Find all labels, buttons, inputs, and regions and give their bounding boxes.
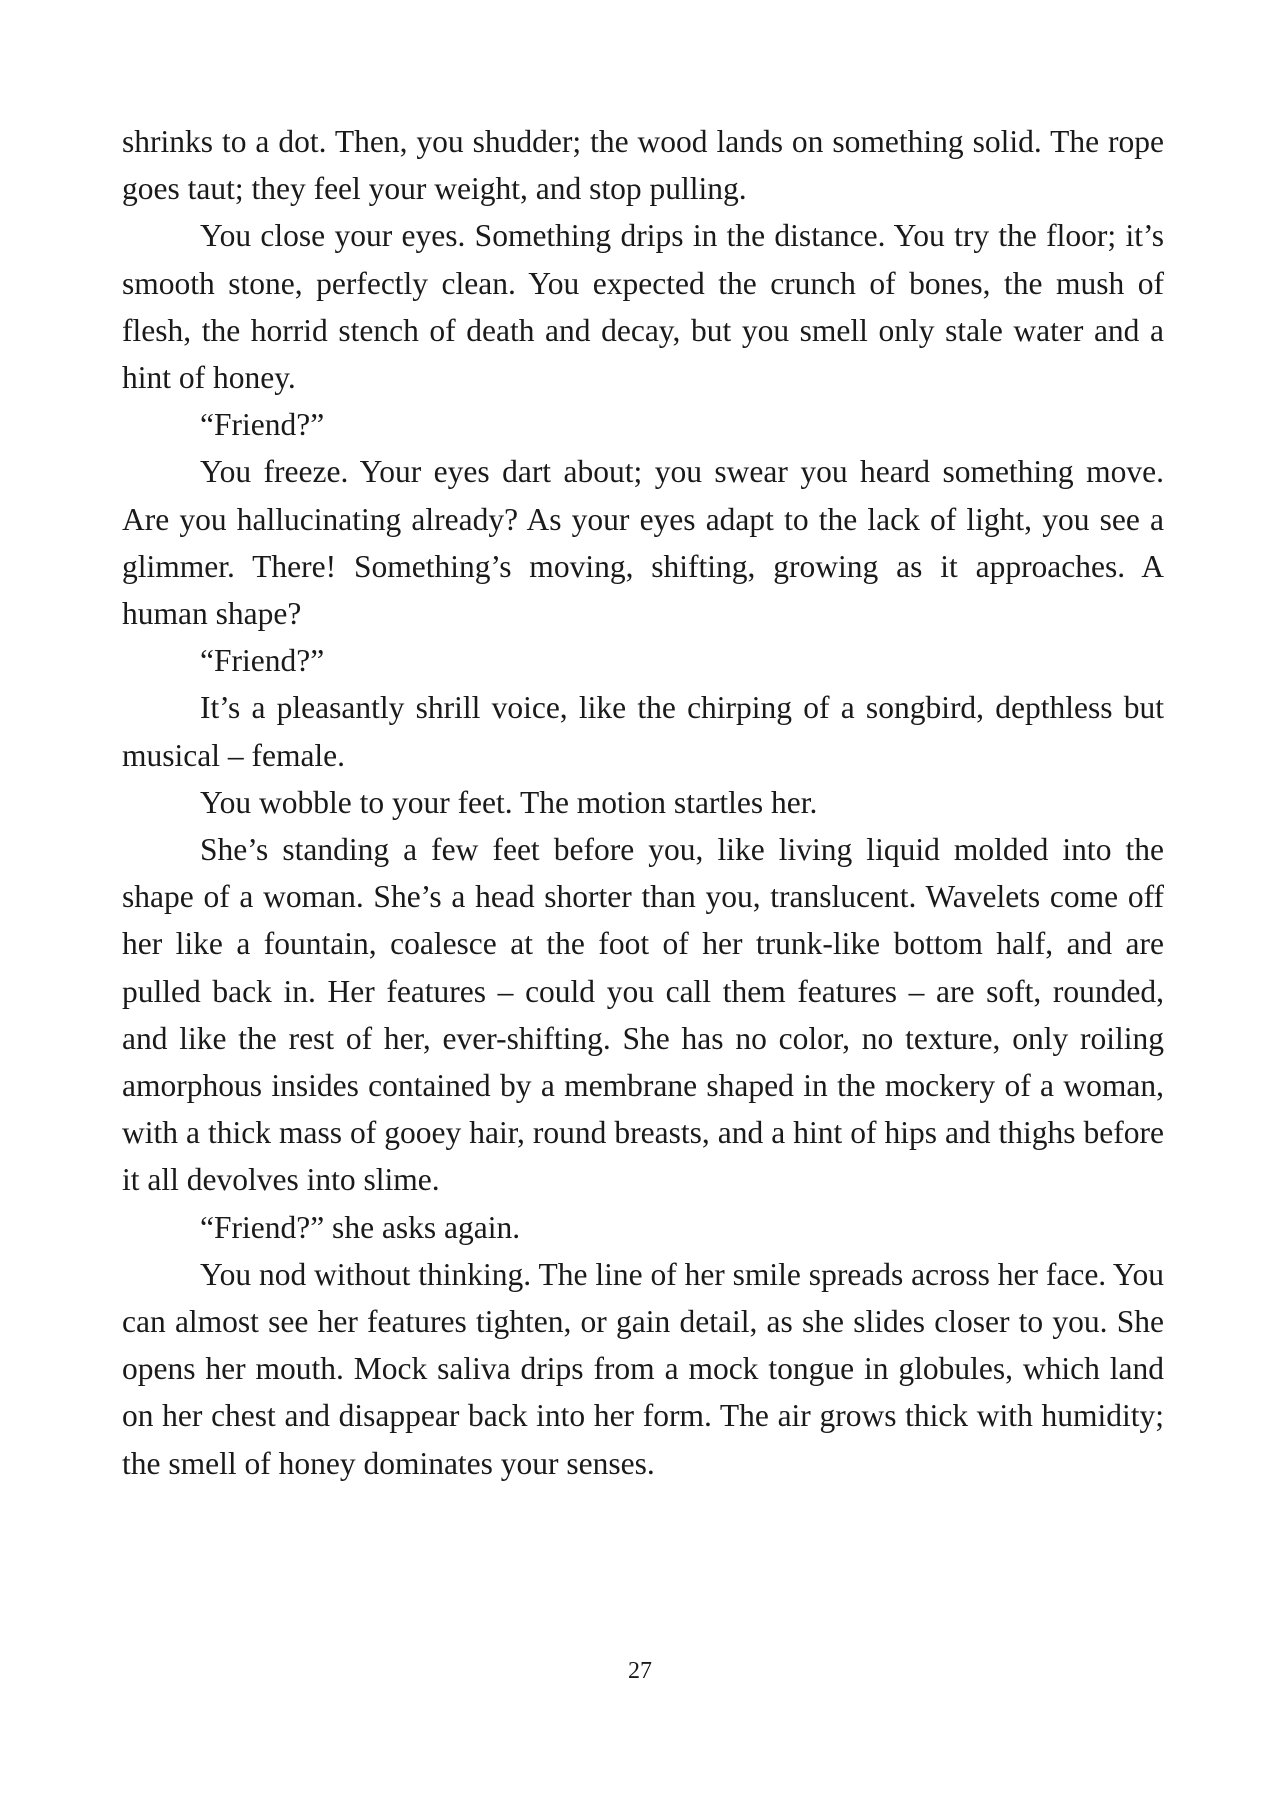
- paragraph-4: You freeze. Your eyes dart about; you swear you heard something move. Are you hallucinating already? As your eyes adapt to the lack of light, you see a glimmer. There! Something’s moving, shifting, growing as it approaches. A human shape?: [122, 454, 1164, 632]
- paragraph-9: “Friend?” she asks again.: [200, 1209, 521, 1245]
- paragraph-10: You nod without thinking. The line of her smile spreads across her face. You can almost see her features tighten, or gain detail, as she slides closer to you. She opens her mouth. Mock saliva drips from a mock tongue in globules, which land on her chest and disappear back into her form. The air grows thick with humidity; the smell of honey dominates your senses.: [122, 1256, 1164, 1481]
- page-number: 27: [628, 1658, 652, 1684]
- paragraph-6: It’s a pleasantly shrill voice, like the chirping of a songbird, depthless but musical – female.: [122, 690, 1164, 773]
- page-body: [122, 118, 1164, 1487]
- paragraph-5: “Friend?”: [200, 643, 325, 679]
- paragraph-2: You close your eyes. Something drips in the distance. You try the floor; it’s smooth stone, perfectly clean. You expected the crunch of bones, the mush of flesh, the horrid stench of death and decay, but you smell only stale water and a hint of honey.: [122, 218, 1164, 396]
- paragraph-3: “Friend?”: [200, 407, 325, 443]
- paragraph-1: shrinks to a dot. Then, you shudder; the wood lands on something solid. The rope goes taut; they feel your weight, and stop pulling.: [122, 124, 1164, 207]
- paragraph-8: She’s standing a few feet before you, like living liquid molded into the shape of a woman. She’s a head shorter than you, translucent. Wavelets come off her like a fountain, coalesce at the foot of her trunk-like bottom half, and are pulled back in. Her features – could you call them features – are soft, rounded, and like the rest of her, ever-shifting. She has no color, no texture, only roiling amorphous insides contained by a membrane shaped in the mockery of a woman, with a thick mass of gooey hair, round breasts, and a hint of hips and thighs before it all devolves into slime.: [122, 832, 1164, 1198]
- paragraph-7: You wobble to your feet. The motion startles her.: [200, 784, 818, 820]
